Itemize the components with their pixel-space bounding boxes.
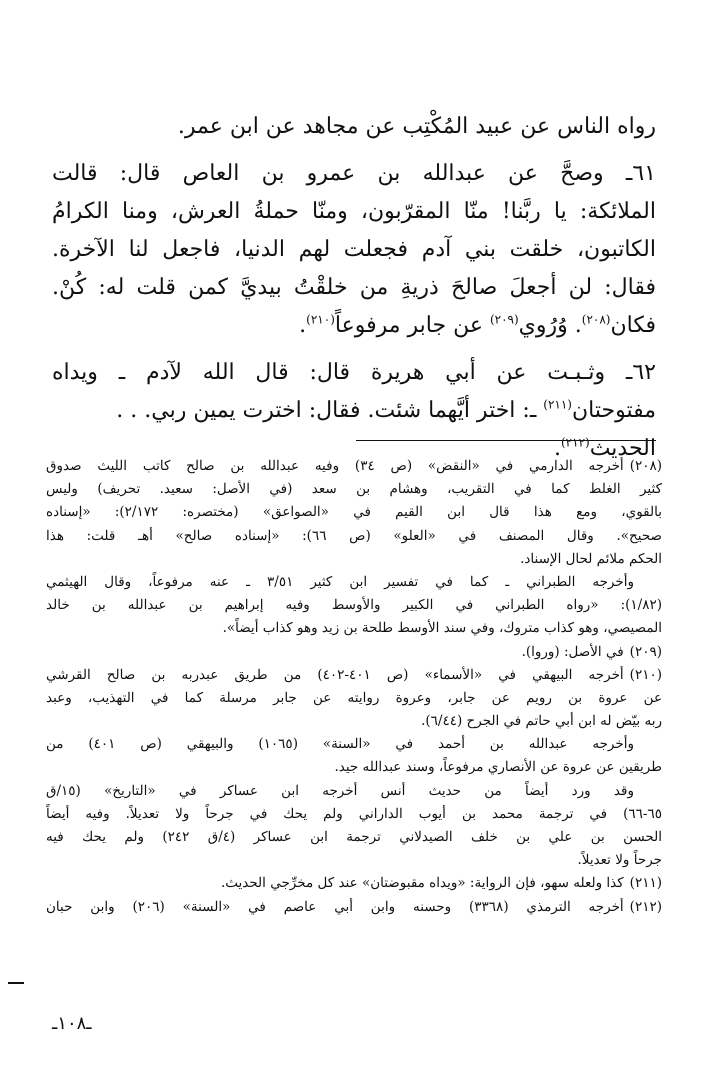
footnote-text: المصيصي، وهو كذاب متروك، وفي سند الأوسط طلحة بن زيد وهو كذاب أيضاً». [222, 620, 662, 637]
footnote-210-line [46, 803, 662, 826]
footnote-text: (١/٨٢): «رواه الطبراني في الكبير والأوسط وفيه إبراهيم بن عبدالله بن خالد [46, 597, 662, 614]
footnote-ref-210[interactable]: (٢١٠) [306, 312, 335, 327]
footnote-208-line [46, 525, 662, 548]
footnote-210-line [46, 780, 662, 803]
paragraph-61-line-2: الملائكة: يا ربَّنا! منّا المقرّبون، ومنّا حملةُ العرش، ومنا الكرامُ [52, 199, 656, 224]
footnote-210-line [46, 733, 662, 756]
footnote-text: ٦٥-٦٦) في ترجمة محمد بن أيوب الداراني ولم يحك في جرحاً ولا تعديلاً. وفيه أيضاً [46, 805, 662, 822]
footnote-text: طريقين عن عروة عن الأنصاري مرفوعاً، وسند عبدالله جيد. [334, 759, 662, 776]
footnote-text: أخرجه البيهقي في «الأسماء» (ص ٤٠١-٤٠٢) من طريق عبدربه بن صالح القرشي [46, 666, 624, 683]
footnote-208-line [46, 478, 662, 501]
text-fragment: الحديث [589, 436, 656, 461]
footnotes [46, 455, 662, 919]
footnote-text: الحسن بن علي بن خلف الصيدلاني ترجمة ابن عساكر (٤/ق ٢٤٢) ولم يحك فيه [46, 829, 662, 845]
footnote-text: الحكم ملائم لحال الإسناد. [520, 550, 662, 567]
paragraph-61-line-4: فقال: لن أجعلَ صالحَ ذريةِ من خلقْتُ بيديَّ كمن قلت له: كُنْ. [52, 275, 656, 300]
footnote-208-line [46, 617, 662, 640]
footnote-text: صحيح». وقال المصنف في «العلو» (ص ٦٦): «إسناده صالح» أهـ قلت: هذا [46, 527, 662, 544]
footnote-text: وأخرجه الطبراني ـ كما في تفسير ابن كثير ٣/٥١ ـ عنه مرفوعاً، وقال الهيثمي [46, 573, 634, 590]
footnote-number: (٢١١) [629, 875, 662, 892]
page-number: ـ١٠٨ـ [52, 1013, 92, 1034]
footnote-text: كذا ولعله سهو، فإن الرواية: «ويداه مقبوضتان» عند كل مخرِّجي الحديث. [220, 875, 624, 892]
text-fragment: . وُرُوي [518, 313, 582, 338]
footnote-text: جرحاً ولا تعديلاً. [577, 852, 662, 869]
text-fragment: مفتوحتان [571, 398, 656, 423]
footnote-208-line [46, 455, 662, 478]
main-text [52, 108, 656, 468]
footnote-text: كثير الغلط كما في التقريب، وهشام بن سعد (في الأصل: سعيد. تحريف) وليس [46, 481, 662, 498]
footnote-208-line [46, 594, 662, 617]
footnote-ref-208[interactable]: (٢٠٨) [581, 312, 611, 327]
footnote-210-line [46, 826, 662, 849]
text-fragment: . [299, 313, 307, 338]
footnote-number: (٢١٠) [629, 666, 662, 683]
footnote-208-line [46, 548, 662, 571]
text-line: رواه الناس عن عبيد المُكْتِب عن مجاهد عن ابن عمر. [177, 114, 656, 139]
footnote-212-line [46, 896, 662, 919]
paragraph-61-line-1: ٦١ـ وصحَّ عن عبدالله بن عمرو بن العاص قال: قالت [52, 161, 656, 186]
footnote-210-line [46, 756, 662, 779]
footnote-separator [356, 440, 656, 441]
footnote-text: وقد ورد أيضاً من حديث أنس أخرجه ابن عساكر في «التاريخ» (١٥/ق [46, 782, 634, 799]
footnote-text: في الأصل: (وروا). [521, 643, 624, 660]
footnote-number: (٢٠٨) [629, 458, 662, 474]
paragraph-62-line-2 [52, 392, 656, 430]
footnote-ref-212[interactable]: (٢١٢) [560, 435, 590, 450]
paragraph-62-line-1: ٦٢ـ وثـبـت عن أبي هريرة قال: قال الله لآدم ـ ويداه [52, 360, 656, 385]
continuation-dash [8, 982, 24, 984]
text-fragment: فكان [610, 313, 656, 338]
footnote-208-line [46, 501, 662, 524]
footnote-210-line [46, 849, 662, 872]
footnote-210-line [46, 710, 662, 733]
footnote-text: أخرجه الدارمي في «النقض» (ص ٣٤) وفيه عبدالله بن صالح كاتب الليث صدوق [46, 458, 624, 474]
paragraph-61-line-3: الكاتبون، خلقت بني آدم فجعلت لهم الدنيا، فاجعل لنا الآخرة. [52, 237, 656, 262]
paragraph-61-line-5 [52, 307, 656, 345]
footnote-ref-209[interactable]: (٢٠٩) [489, 312, 519, 327]
footnote-text: أخرجه الترمذي (٣٣٦٨) وحسنه وابن أبي عاصم في «السنة» (٢٠٦) وابن حبان [46, 898, 624, 915]
text-fragment: . [553, 436, 561, 461]
footnote-text: بالقوي، ومع هذا قال ابن القيم في «الصواعق» (مختصره: ٢/١٧٢): «إسناده [46, 504, 662, 521]
footnote-text: وأخرجه عبدالله بن أحمد في «السنة» (١٠٦٥) والبيهقي (ص ٤٠١) من [46, 736, 634, 753]
text-fragment: عن جابر مرفوعاً [334, 313, 490, 338]
footnote-210-line [46, 687, 662, 710]
footnote-text: ربه بيّض له ابن أبي حاتم في الجرح (٦/٤٤). [421, 713, 662, 730]
footnote-ref-211[interactable]: (٢١١) [543, 397, 572, 412]
text-fragment: ـ: اختر أيَّهما شئت. فقال: اخترت يمين ربي. . . [116, 398, 544, 423]
footnote-210-line [46, 664, 662, 687]
footnote-number: (٢١٢) [629, 898, 662, 915]
footnote-number: (٢٠٩) [629, 643, 662, 660]
footnote-text: عن عروة بن رويم عن جابر، وعروة روايته عن جابر مرسلة كما في التهذيب، وعبد [46, 689, 662, 706]
footnote-209-line [46, 641, 662, 664]
footnote-208-line [46, 571, 662, 594]
footnote-211-line [46, 872, 662, 895]
